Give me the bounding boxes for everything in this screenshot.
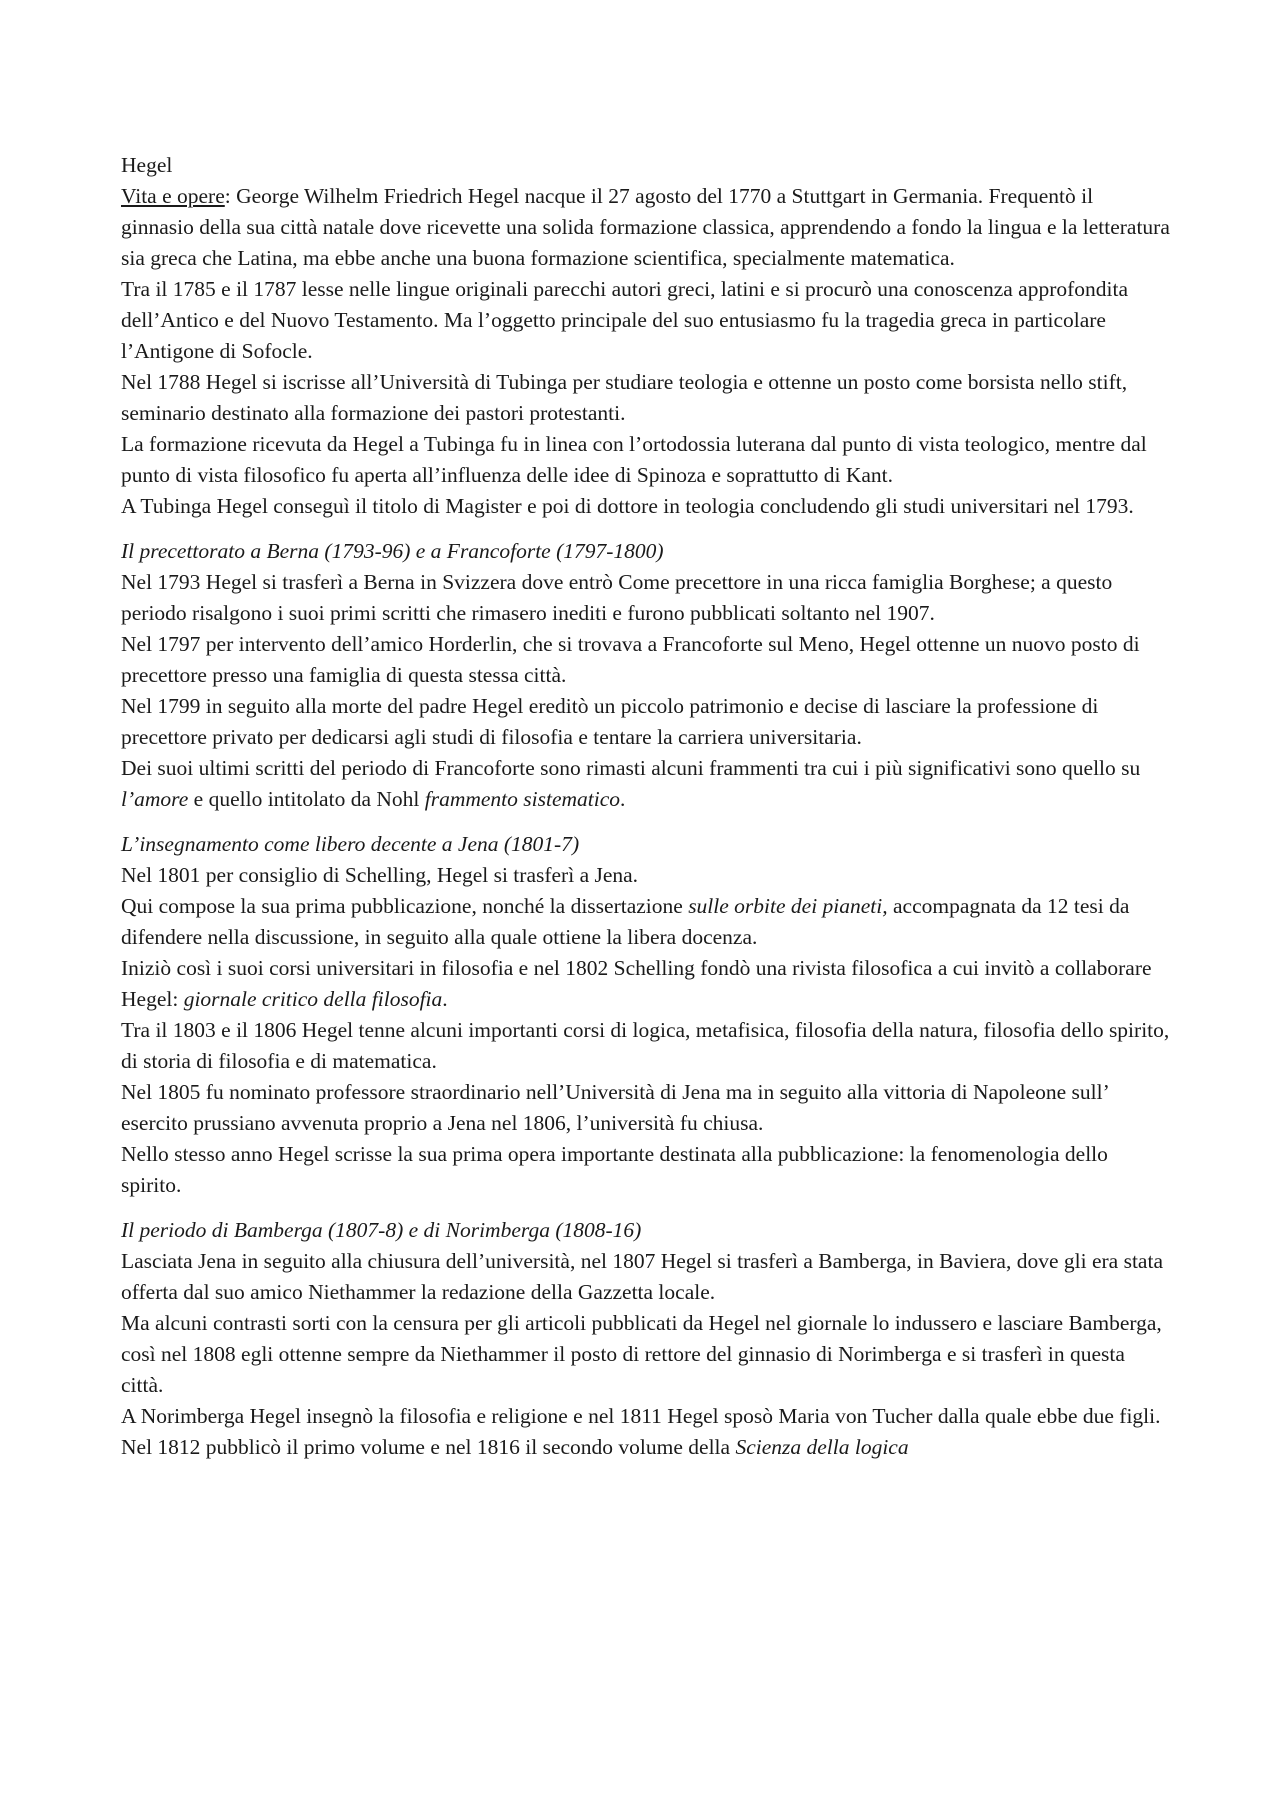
paragraph-1803: Tra il 1803 e il 1806 Hegel tenne alcuni importanti corsi di logica, metafisica, filosofia della natura, filosofia dello spirito, di storia di filosofia e di matematica. [121,1018,1170,1073]
paragraph-1793: Nel 1793 Hegel si trasferì a Berna in Svizzera dove entrò Come precettore in una ricca famiglia Borghese; a questo periodo risalgono i suoi primi scritti che rimasero inediti e furono pubblicati soltanto nel 1907. [121,570,1113,625]
text-span: e quello intitolato da Nohl [188,787,425,811]
paragraph-1807: Lasciata Jena in seguito alla chiusura dell’università, nel 1807 Hegel si trasferì a Bamberga, in Baviera, dove gli era stata offerta dal suo amico Niethammer la redazione della Gazzetta locale. [121,1249,1163,1304]
italic-title-scienza: Scienza della logica [735,1435,909,1459]
section-gap [121,815,1171,829]
paragraph-1797: Nel 1797 per intervento dell’amico Horderlin, che si trovava a Francoforte sul Meno, Hegel ottenne un nuovo posto di precettore presso una famiglia di questa stessa città. [121,632,1140,687]
italic-title-giornale: giornale critico della filosofia [183,987,443,1011]
text-span: Dei suoi ultimi scritti del periodo di Francoforte sono rimasti alcuni frammenti tra cui i più significativi sono quello su [121,756,1141,780]
paragraph-1808: Ma alcuni contrasti sorti con la censura per gli articoli pubblicati da Hegel nel giornale lo indussero e lasciare Bamberga, così nel 1808 egli ottenne sempre da Niethammer il posto di rettore del ginnasio di Norimberga e si trasferì in questa città. [121,1311,1162,1397]
section-gap [121,522,1171,536]
document-title: Hegel [121,153,173,177]
paragraph-fenomenologia: Nello stesso anno Hegel scrisse la sua prima opera importante destinata alla pubblicazione: la fenomenologia dello spirito. [121,1142,1108,1197]
section-heading-berna: Il precettorato a Berna (1793-96) e a Francoforte (1797-1800) [121,539,664,563]
paragraph-francoforte-writings [121,753,1171,815]
paragraph-1801: Nel 1801 per consiglio di Schelling, Hegel si trasferì a Jena. [121,863,639,887]
paragraph-1785: Tra il 1785 e il 1787 lesse nelle lingue originali parecchi autori greci, latini e si procurò una conoscenza approfondita dell’Antico e del Nuovo Testamento. Ma l’oggetto principale del suo entusiasmo fu la tragedia greca in particolare l’Antigone di Sofocle. [121,277,1129,363]
paragraph-tubinga-formation: La formazione ricevuta da Hegel a Tubinga fu in linea con l’ortodossia luterana dal punto di vista teologico, mentre dal punto di vista filosofico fu aperta all’influenza delle idee di Spinoza e soprattutto di Kant. [121,432,1147,487]
paragraph-magister: A Tubinga Hegel conseguì il titolo di Magister e poi di dottore in teologia concludendo gli studi universitari nel 1793. [121,494,1134,518]
text-span: . [442,987,448,1011]
text-span: accompagnata da 12 tesi da difendere nella discussione, in seguito alla quale ottiene la libera docenza. [121,894,1130,949]
paragraph-1811: A Norimberga Hegel insegnò la filosofia e religione e nel 1811 Hegel sposò Maria von Tucher dalla quale ebbe due figli. [121,1404,1161,1428]
text-span: Iniziò così i suoi corsi universitari in filosofia e nel 1802 Schelling fondò una rivista filosofica a cui invitò a collaborare Hegel: [121,956,1152,1011]
paragraph-dissertation [121,891,1171,953]
paragraph-1805: Nel 1805 fu nominato professore straordinario nell’Università di Jena ma in seguito alla vittoria di Napoleone sull’ esercito prussiano avvenuta proprio a Jena nel 1806, l’università fu chiusa. [121,1080,1109,1135]
italic-title-orbite: sulle orbite dei pianeti, [688,894,888,918]
life-works-label: Vita e opere [121,184,225,208]
section-heading-bamberga: Il periodo di Bamberga (1807-8) e di Norimberga (1808-16) [121,1218,642,1242]
paragraph-1812 [121,1432,1171,1463]
italic-title-frammento: frammento sistematico [424,787,621,811]
paragraph-1788: Nel 1788 Hegel si iscrisse all’Università di Tubinga per studiare teologia e ottenne un posto come borsista nello stift, seminario destinato alla formazione dei pastori protestanti. [121,370,1128,425]
section-heading-jena: L’insegnamento come libero decente a Jena (1801-7) [121,832,580,856]
text-span: Qui compose la sua prima pubblicazione, nonché la dissertazione [121,894,689,918]
text-span: . [620,787,626,811]
life-works-text: : George Wilhelm Friedrich Hegel nacque il 27 agosto del 1770 a Stuttgart in Germania. Frequentò il ginnasio della sua città natale dove ricevette una solida formazione classica, apprendendo a fondo la lingua e la letteratura sia greca che Latina, ma ebbe anche una buona formazione scientifica, specialmente matematica. [121,184,1170,270]
paragraph-1802 [121,953,1171,1015]
paragraph-1799: Nel 1799 in seguito alla morte del padre Hegel ereditò un piccolo patrimonio e decise di lasciare la professione di precettore privato per dedicarsi agli studi di filosofia e tentare la carriera universitaria. [121,694,1099,749]
document-page [121,150,1171,1463]
life-works-paragraph [121,181,1171,274]
text-span: Nel 1812 pubblicò il primo volume e nel 1816 il secondo volume della [121,1435,736,1459]
section-gap [121,1201,1171,1215]
italic-title-amore: l’amore [121,787,189,811]
